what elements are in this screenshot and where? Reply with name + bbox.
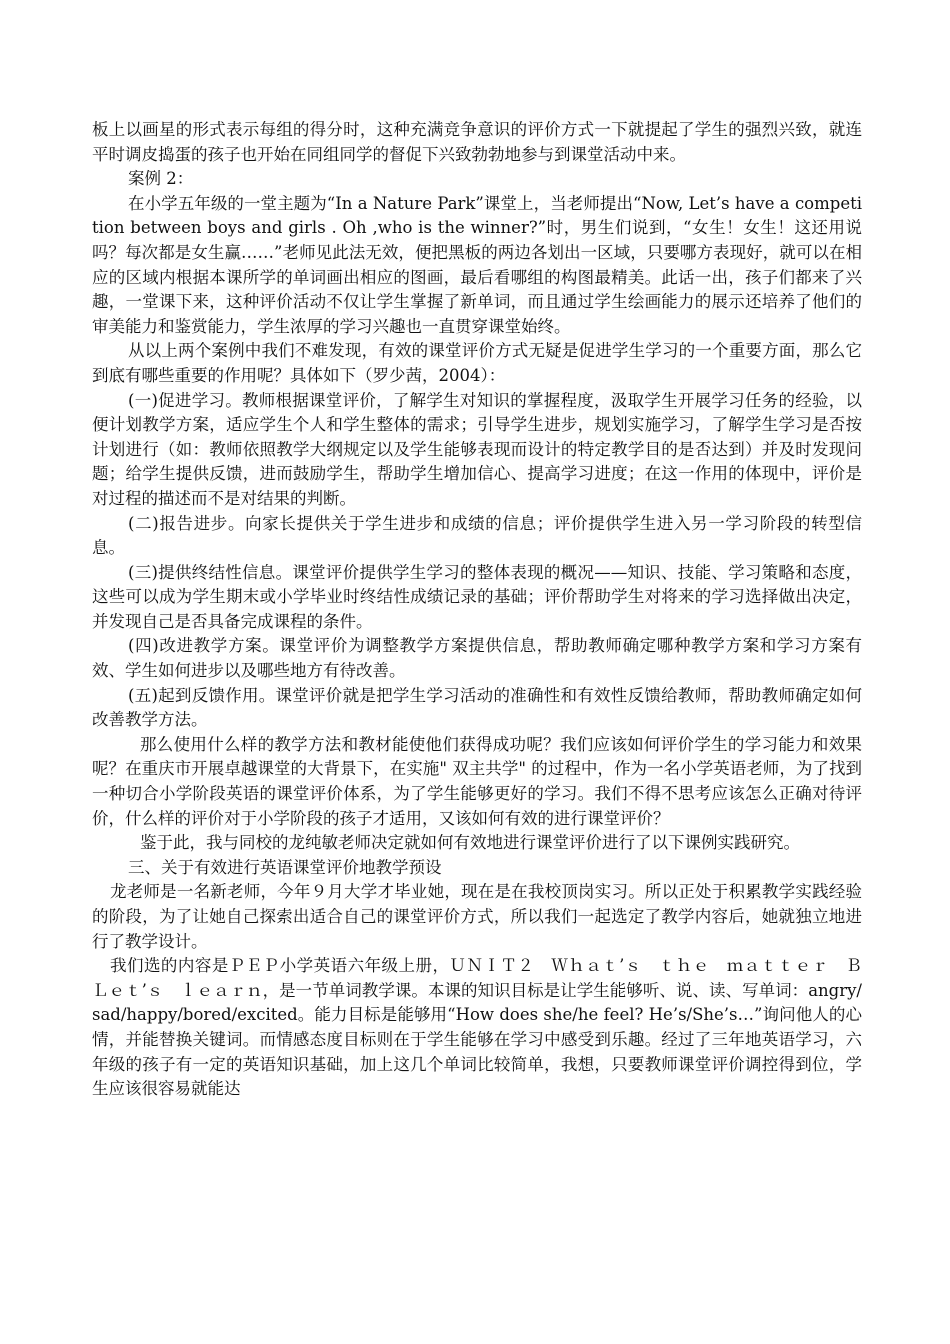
paragraph: 那么使用什么样的教学方法和教材能使他们获得成功呢？我们应该如何评价学生的学习能力和效果呢？在重庆市开展卓越课堂的大背景下，在实施" 双主共学" 的过程中，作为一名小学英语老师，为了找到一种切合小学阶段英语的课堂评价体系，为了学生能够更好的学习。我们不得不思考应该怎么正确对待评价，什么样的评价对于小学阶段的孩子才适用，又该如何有效的进行课堂评价？ xyxy=(92,734,862,828)
document-body xyxy=(92,118,879,1102)
paragraph: 三、关于有效进行英语课堂评价地教学预设 xyxy=(128,857,442,877)
paragraph: (二)报告进步。向家长提供关于学生进步和成绩的信息；评价提供学生进入另一学习阶段的转型信息。 xyxy=(92,513,862,558)
paragraph: 从以上两个案例中我们不难发现，有效的课堂评价方式无疑是促进学生学习的一个重要方面，那么它到底有哪些重要的作用呢？具体如下（罗少茜，2004）： xyxy=(92,341,862,385)
paragraph: 我们选的内容是ＰＥＰ小学英语六年级上册，ＵＮＩＴ２ Ｗｈａｔ’ｓ ｔｈｅ ｍａｔｔｅｒ Ｂ Ｌｅｔ’ｓ ｌｅａｒｎ，是一节单词教学课。本课的知识目标是让学生能够听、说、读、写单词：angry/sad/happy/bored/excited。能力目标是能够用“How does she/he feel? He’s/She’s…”询问他人的心情，并能替换关键词。而情感态度目标则在于学生能够在学习中感受到乐趣。经过了三年地英语学习，六年级的孩子有一定的英语知识基础，加上这几个单词比较简单，我想，只要教师课堂评价调控得到位，学生应该很容易就能达 xyxy=(92,956,879,1099)
paragraph: 鉴于此，我与同校的龙纯敏老师决定就如何有效地进行课堂评价进行了以下课例实践研究。 xyxy=(140,833,800,853)
paragraph: 案例 2： xyxy=(128,169,194,189)
paragraph: (五)起到反馈作用。课堂评价就是把学生学习活动的准确性和有效性反馈给教师，帮助教师确定如何改善教学方法。 xyxy=(92,685,862,730)
paragraph: 龙老师是一名新老师，今年９月大学才毕业她，现在是在我校顶岗实习。所以正处于积累教学实践经验的阶段，为了让她自己探索出适合自己的课堂评价方式，所以我们一起选定了教学内容后，她就独立地进行了教学设计。 xyxy=(92,882,862,951)
paragraph: (一)促进学习。教师根据课堂评价，了解学生对知识的掌握程度，汲取学生开展学习任务的经验，以便计划教学方案，适应学生个人和学生整体的需求；引导学生进步，规划实施学习，了解学生学习是否按计划进行（如：教师依照教学大纲规定以及学生能够表现而设计的特定教学目的是否达到）并及时发现问题；给学生提供反馈，进而鼓励学生，帮助学生增加信心、提高学习进度；在这一作用的体现中，评价是对过程的描述而不是对结果的判断。 xyxy=(92,390,862,508)
paragraph: (三)提供终结性信息。课堂评价提供学生学习的整体表现的概况——知识、技能、学习策略和态度，这些可以成为学生期末或小学毕业时终结性成绩记录的基础；评价帮助学生对将来的学习选择做出决定，并发现自己是否具备完成课程的条件。 xyxy=(92,562,862,631)
paragraph: 板上以画星的形式表示每组的得分时，这种充满竞争意识的评价方式一下就提起了学生的强烈兴致，就连平时调皮捣蛋的孩子也开始在同组同学的督促下兴致勃勃地参与到课堂活动中来。 xyxy=(92,120,862,164)
paragraph: (四)改进教学方案。课堂评价为调整教学方案提供信息，帮助教师确定哪种教学方案和学习方案有效、学生如何进步以及哪些地方有待改善。 xyxy=(92,636,862,681)
paragraph: 在小学五年级的一堂主题为“In a Nature Park”课堂上，当老师提出“Now, Let’s have a competition between boys and girls . Oh ,who is the winner?”时，男生们说到，“女生！女生！这还用说吗？每次都是女生赢……”老师见此法无效，便把黑板的两边各划出一区域，只要哪方表现好，就可以在相应的区域内根据本课所学的单词画出相应的图画，最后看哪组的构图最精美。此话一出，孩子们都来了兴趣，一堂课下来，这种评价活动不仅让学生掌握了新单词，而且通过学生绘画能力的展示还培养了他们的审美能力和鉴赏能力，学生浓厚的学习兴趣也一直贯穿课堂始终。 xyxy=(92,193,862,336)
